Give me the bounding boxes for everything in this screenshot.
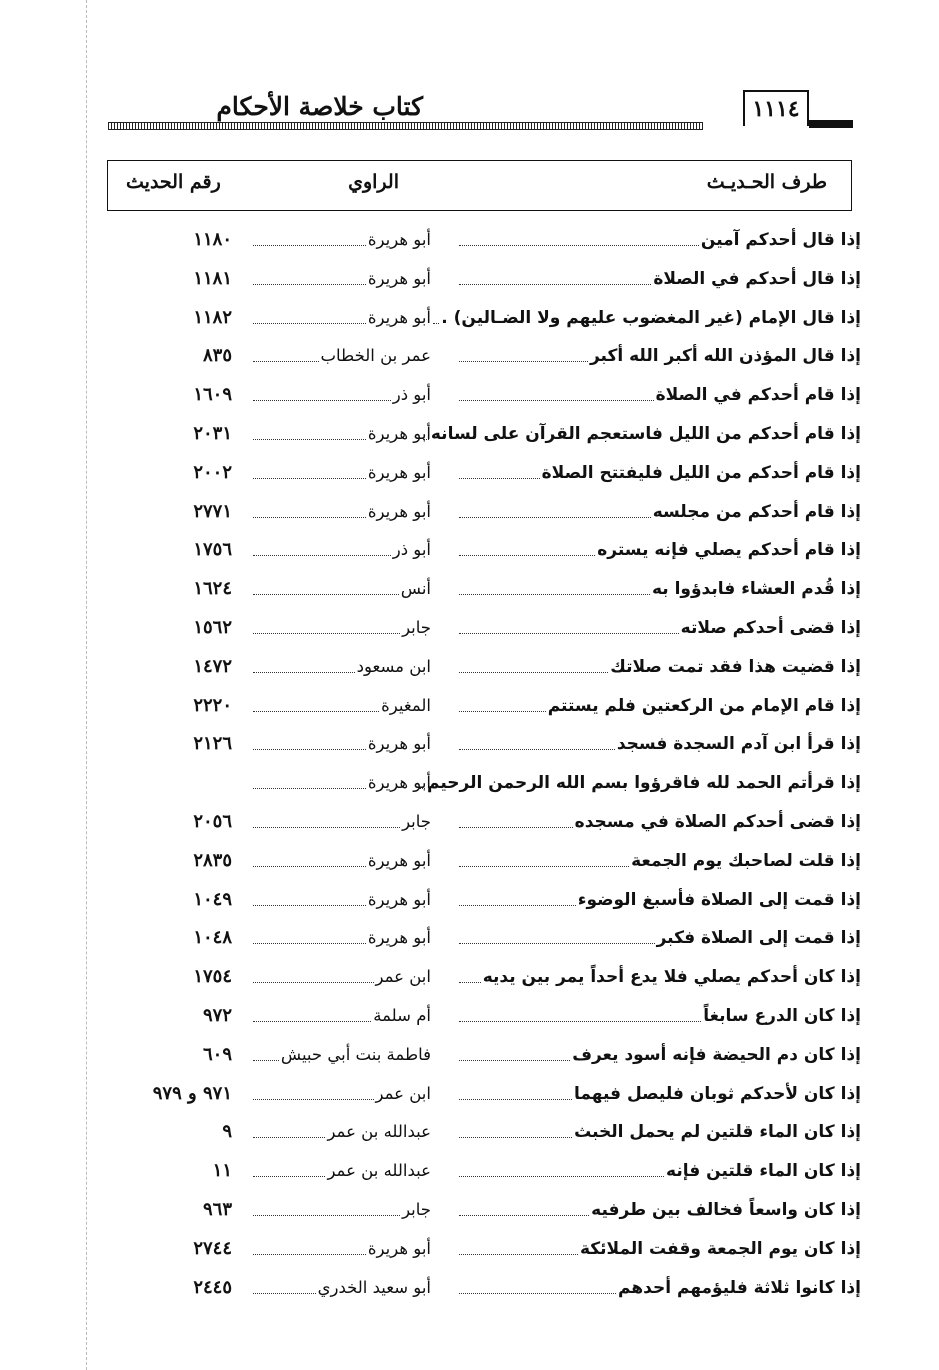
hadith-cell <box>459 961 861 989</box>
dot-leader <box>253 633 400 634</box>
table-row <box>0 996 939 1035</box>
dot-leader <box>253 1254 366 1255</box>
hadith-number-text: ٢٠٠٢ <box>193 461 232 483</box>
table-row <box>0 453 939 492</box>
hadith-text: إذا قام الإمام من الركعتين فلم يستتم <box>547 695 861 716</box>
dot-leader <box>253 478 366 479</box>
table-row <box>0 1074 939 1113</box>
narrator-cell <box>253 612 431 640</box>
hadith-text: إذا كان الماء قلتين لم يحمل الخبث <box>574 1122 861 1143</box>
hadith-cell <box>430 418 861 446</box>
dot-leader <box>459 711 546 712</box>
hadith-number-text: ٢٢٢٠ <box>193 694 232 716</box>
table-row <box>0 608 939 647</box>
dot-leader <box>459 245 699 246</box>
hadith-cell <box>459 806 861 834</box>
hadith-cell <box>459 728 861 756</box>
table-row <box>0 1190 939 1229</box>
narrator-text: جابر <box>402 812 431 831</box>
hadith-text: إذا قضيت هذا فقد تمت صلاتك <box>610 656 861 677</box>
hadith-number-cell <box>128 1155 232 1183</box>
hadith-text: إذا كان لأحدكم ثوبان فليصل فيهما <box>573 1083 861 1104</box>
hadith-cell <box>459 1000 861 1028</box>
hadith-text: إذا كانوا ثلاثة فليؤمهم أحدهم <box>618 1277 861 1298</box>
narrator-text: جابر <box>402 618 431 637</box>
hadith-number-text: ١٠٤٨ <box>193 927 232 949</box>
table-row <box>0 957 939 996</box>
page-number: ١١١٤ <box>743 90 809 126</box>
hadith-text: إذا كان دم الحيضة فإنه أسود يعرف <box>572 1044 861 1065</box>
hadith-cell <box>459 534 861 562</box>
table-row <box>0 1035 939 1074</box>
hadith-cell <box>459 263 861 291</box>
hadith-number-cell <box>128 1000 232 1028</box>
narrator-text: أبو ذر <box>392 540 431 560</box>
hadith-number-cell <box>128 651 232 679</box>
dot-leader <box>459 749 615 750</box>
dot-leader <box>253 1215 400 1216</box>
hadith-cell <box>459 612 861 640</box>
dot-leader <box>253 1137 325 1138</box>
dot-leader <box>459 1254 578 1255</box>
narrator-text: أبو هريرة <box>367 501 431 521</box>
hadith-number-cell <box>128 1116 232 1144</box>
dot-leader <box>253 1021 371 1022</box>
hadith-cell <box>459 1039 861 1067</box>
hadith-number-cell <box>128 1039 232 1067</box>
hadith-text: إذا قال المؤذن الله أكبر الله أكبر <box>589 346 861 367</box>
hadith-number-text: ١١ <box>212 1160 232 1182</box>
header-rule <box>108 122 703 130</box>
hadith-number-cell <box>128 884 232 912</box>
hadith-number-text: ٢١٢٦ <box>193 733 232 755</box>
hadith-cell <box>459 1078 861 1106</box>
narrator-text: أبو هريرة <box>367 889 431 909</box>
dot-leader <box>459 672 608 673</box>
table-row <box>0 1112 939 1151</box>
hadith-text: إذا كان أحدكم يصلي فلا يدع أحداً يمر بين يديه <box>482 967 861 988</box>
hadith-text: إذا قام أحدكم من الليل فليفتتح الصلاة <box>541 462 861 483</box>
dot-leader <box>253 323 366 324</box>
hadith-number-text: ٢٠٣١ <box>193 423 232 444</box>
narrator-text: جابر <box>402 1200 431 1219</box>
hadith-cell <box>459 1155 861 1183</box>
narrator-text: أبو هريرة <box>367 462 431 482</box>
hadith-number-text: ١٧٥٤ <box>193 966 232 988</box>
dot-leader <box>459 1021 701 1022</box>
narrator-text: أبو ذر <box>392 385 431 405</box>
hadith-text: إذا قال الإمام (غير المغضوب عليهم ولا الضـالين) . <box>441 307 861 328</box>
narrator-cell <box>253 651 431 679</box>
hadith-number-text: ١١٨٢ <box>193 306 232 328</box>
table-row <box>0 1229 939 1268</box>
narrator-cell <box>253 1078 431 1106</box>
narrator-text: أبو هريرة <box>367 424 431 443</box>
narrator-cell <box>253 224 431 252</box>
hadith-number-cell <box>128 302 232 330</box>
narrator-text: عبدالله بن عمر <box>327 1161 431 1181</box>
hadith-text: إذا قام أحدكم من الليل فاستعجم القرآن على لسانه <box>430 424 861 444</box>
hadith-text: إذا كان الدرع سابغاً <box>703 1006 861 1026</box>
hadith-number-cell <box>128 457 232 485</box>
table-row <box>0 880 939 919</box>
dot-leader <box>253 982 374 983</box>
narrator-cell <box>253 767 431 795</box>
narrator-cell <box>253 1155 431 1183</box>
dot-leader <box>253 439 366 440</box>
table-row <box>0 259 939 298</box>
hadith-number-cell <box>128 728 232 756</box>
hadith-number-text: ١٧٥٦ <box>193 539 232 561</box>
hadith-cell <box>459 340 861 368</box>
narrator-text: فاطمة بنت أبي حبيش <box>280 1044 431 1064</box>
dot-leader <box>253 245 366 246</box>
dot-leader <box>459 478 540 479</box>
narrator-cell <box>253 302 431 330</box>
table-row <box>0 569 939 608</box>
hadith-number-text: ٨٣٥ <box>202 345 232 367</box>
hadith-cell <box>459 379 861 407</box>
hadith-cell <box>459 1194 861 1222</box>
narrator-text: أبو هريرة <box>367 230 431 249</box>
hadith-cell <box>459 496 861 524</box>
table-row <box>0 724 939 763</box>
hadith-number-text: ٩ <box>222 1121 232 1143</box>
hadith-text: إذا كان يوم الجمعة وقفت الملائكة <box>579 1238 861 1259</box>
hadith-number-cell <box>128 224 232 252</box>
hadith-number-cell <box>128 1078 232 1106</box>
hadith-number-cell <box>128 340 232 368</box>
hadith-text: إذا قال أحدكم آمين <box>700 230 861 250</box>
table-row <box>0 220 939 259</box>
narrator-cell <box>253 884 431 912</box>
narrator-text: ابن عمر <box>375 1083 431 1103</box>
dot-leader <box>253 594 399 595</box>
narrator-text: أبو هريرة <box>367 773 431 793</box>
dot-leader <box>459 1099 572 1100</box>
hadith-cell <box>459 1233 861 1261</box>
narrator-cell <box>253 573 431 601</box>
table-row <box>0 1151 939 1190</box>
table-row <box>0 530 939 569</box>
page-header <box>108 88 853 128</box>
hadith-text: إذا قام أحدكم من مجلسه <box>652 501 861 522</box>
column-header-narrator: الراوي <box>348 171 399 193</box>
table-row <box>0 647 939 686</box>
hadith-text: إذا كان واسعاً فخالف بين طرفيه <box>591 1200 861 1220</box>
table-row <box>0 414 939 453</box>
narrator-cell <box>253 418 431 446</box>
hadith-cell <box>459 884 861 912</box>
hadith-text: إذا قال أحدكم في الصلاة <box>653 268 861 289</box>
narrator-cell <box>253 690 431 718</box>
dot-leader <box>459 866 629 867</box>
hadith-number-cell <box>128 690 232 718</box>
hadith-number-cell <box>128 845 232 873</box>
table-row <box>0 336 939 375</box>
narrator-text: أم سلمة <box>373 1006 431 1025</box>
hadith-number-cell <box>128 806 232 834</box>
dot-leader <box>459 361 588 362</box>
hadith-number-text: ١٦٢٤ <box>193 578 232 600</box>
hadith-cell <box>459 845 861 873</box>
table-row <box>0 1268 939 1307</box>
dot-leader <box>253 1293 316 1294</box>
dot-leader <box>253 905 366 906</box>
hadith-cell <box>459 690 861 718</box>
hadith-cell <box>459 1116 861 1144</box>
narrator-text: أبو هريرة <box>367 268 431 288</box>
dot-leader <box>253 1060 279 1061</box>
table-row <box>0 375 939 414</box>
hadith-text: إذا قمت إلى الصلاة فكبر <box>656 928 861 949</box>
hadith-text: إذا قام أحدكم يصلي فإنه يستره <box>597 540 861 561</box>
table-row <box>0 298 939 337</box>
hadith-text: إذا قرأ ابن آدم السجدة فسجد <box>616 734 861 755</box>
dot-leader <box>253 827 400 828</box>
narrator-cell <box>253 806 431 834</box>
narrator-cell <box>253 1233 431 1261</box>
narrator-cell <box>253 263 431 291</box>
narrator-text: ابن عمر <box>375 967 431 987</box>
dot-leader <box>253 361 319 362</box>
table-row <box>0 918 939 957</box>
narrator-text: أبو سعيد الخدري <box>317 1277 431 1297</box>
hadith-number-text: ٢٨٣٥ <box>193 849 232 871</box>
hadith-number-text: ٢٧٧١ <box>193 500 232 522</box>
dot-leader <box>253 711 379 712</box>
hadith-number-cell <box>128 573 232 601</box>
table-row <box>0 492 939 531</box>
narrator-cell <box>253 379 431 407</box>
hadith-cell <box>427 767 861 795</box>
hadith-number-text: ٢٧٤٤ <box>193 1237 232 1259</box>
hadith-number-text: ١٠٤٩ <box>193 888 232 910</box>
hadith-text: إذا قمت إلى الصلاة فأسبغ الوضوء <box>577 889 861 910</box>
narrator-cell <box>253 457 431 485</box>
hadith-number-text: ٦٠٩ <box>202 1043 232 1065</box>
narrator-text: عمر بن الخطاب <box>320 346 431 366</box>
narrator-cell <box>253 340 431 368</box>
hadith-number-text: ١١٨٠ <box>193 229 232 250</box>
dot-leader <box>459 400 654 401</box>
hadith-number-cell <box>128 961 232 989</box>
header-ornament <box>809 120 853 128</box>
dot-leader <box>433 323 439 324</box>
dot-leader <box>459 943 655 944</box>
dot-leader <box>459 555 595 556</box>
dot-leader <box>459 905 576 906</box>
hadith-number-cell <box>128 767 232 795</box>
narrator-cell <box>253 534 431 562</box>
hadith-number-text: ١٦٠٩ <box>193 384 232 406</box>
dot-leader <box>253 749 366 750</box>
hadith-number-text: ١٤٧٢ <box>193 655 232 677</box>
dot-leader <box>253 866 366 867</box>
dot-leader <box>253 943 366 944</box>
hadith-number-cell <box>128 496 232 524</box>
hadith-cell <box>441 302 861 330</box>
narrator-text: ابن مسعود <box>356 656 431 676</box>
dot-leader <box>459 284 651 285</box>
narrator-cell <box>253 496 431 524</box>
narrator-cell <box>253 1272 431 1300</box>
hadith-number-cell <box>128 1272 232 1300</box>
dot-leader <box>459 594 650 595</box>
hadith-number-cell <box>128 263 232 291</box>
hadith-text: إذا قلت لصاحبك يوم الجمعة <box>631 850 861 871</box>
table-row <box>0 841 939 880</box>
dot-leader <box>459 982 481 983</box>
dot-leader <box>253 284 366 285</box>
dot-leader <box>459 1215 589 1216</box>
hadith-number-cell <box>128 418 232 446</box>
hadith-number-cell <box>128 922 232 950</box>
narrator-cell <box>253 845 431 873</box>
narrator-text: أبو هريرة <box>367 307 431 327</box>
narrator-cell <box>253 1000 431 1028</box>
dot-leader <box>459 827 573 828</box>
dot-leader <box>253 788 366 789</box>
narrator-text: أنس <box>400 579 431 599</box>
hadith-cell <box>459 457 861 485</box>
dot-leader <box>459 517 651 518</box>
hadith-number-text: ٩٧١ و ٩٧٩ <box>152 1082 232 1104</box>
dot-leader <box>253 1099 374 1100</box>
hadith-text: إذا قام أحدكم في الصلاة <box>655 385 861 406</box>
hadith-number-text: ٢٤٤٥ <box>193 1276 232 1298</box>
hadith-cell <box>459 922 861 950</box>
hadith-number-cell <box>128 1233 232 1261</box>
dot-leader <box>253 672 355 673</box>
hadith-number-cell <box>128 1194 232 1222</box>
hadith-number-cell <box>128 612 232 640</box>
hadith-number-cell <box>128 534 232 562</box>
dot-leader <box>459 1060 570 1061</box>
dot-leader <box>459 1137 572 1138</box>
book-title: كتاب خلاصة الأحكام <box>216 92 423 121</box>
narrator-cell <box>253 728 431 756</box>
table-row <box>0 802 939 841</box>
dot-leader <box>253 1176 325 1177</box>
dot-leader <box>253 517 366 518</box>
hadith-text: إذا قُدم العشاء فابدؤوا به <box>651 579 861 600</box>
narrator-cell <box>253 922 431 950</box>
hadith-text: إذا كان الماء قلتين فإنه <box>666 1161 861 1182</box>
dot-leader <box>459 1293 616 1294</box>
hadith-number-text: ٩٧٢ <box>202 1005 232 1026</box>
hadith-number-cell <box>128 379 232 407</box>
table-header <box>107 160 852 211</box>
narrator-cell <box>253 1194 431 1222</box>
narrator-text: أبو هريرة <box>367 928 431 948</box>
narrator-cell <box>253 1039 431 1067</box>
hadith-text: إذا قضى أحدكم صلاته <box>680 618 861 638</box>
hadith-cell <box>459 1272 861 1300</box>
hadith-number-text: ١١٨١ <box>193 267 232 289</box>
narrator-cell <box>253 961 431 989</box>
column-header-number: رقم الحديث <box>126 171 221 193</box>
hadith-number-text: ١٥٦٢ <box>193 617 232 638</box>
hadith-number-text: ٢٠٥٦ <box>193 811 232 832</box>
hadith-cell <box>459 224 861 252</box>
narrator-text: أبو هريرة <box>367 1238 431 1258</box>
dot-leader <box>253 400 391 401</box>
narrator-cell <box>253 1116 431 1144</box>
narrator-text: المغيرة <box>381 695 431 715</box>
hadith-number-text: ٩٦٣ <box>202 1199 232 1220</box>
narrator-text: عبدالله بن عمر <box>327 1122 431 1142</box>
dot-leader <box>459 633 679 634</box>
hadith-cell <box>459 651 861 679</box>
table-row <box>0 686 939 725</box>
dot-leader <box>459 1176 664 1177</box>
hadith-text: إذا قضى أحدكم الصلاة في مسجده <box>574 812 861 832</box>
hadith-text: إذا قرأتم الحمد لله فاقرؤوا بسم الله الرحمن الرحيم <box>427 773 861 794</box>
table-row <box>0 763 939 802</box>
column-header-hadith: طرف الحـديـث <box>706 171 827 193</box>
hadith-cell <box>459 573 861 601</box>
narrator-text: أبو هريرة <box>367 850 431 870</box>
narrator-text: أبو هريرة <box>367 734 431 754</box>
dot-leader <box>253 555 391 556</box>
